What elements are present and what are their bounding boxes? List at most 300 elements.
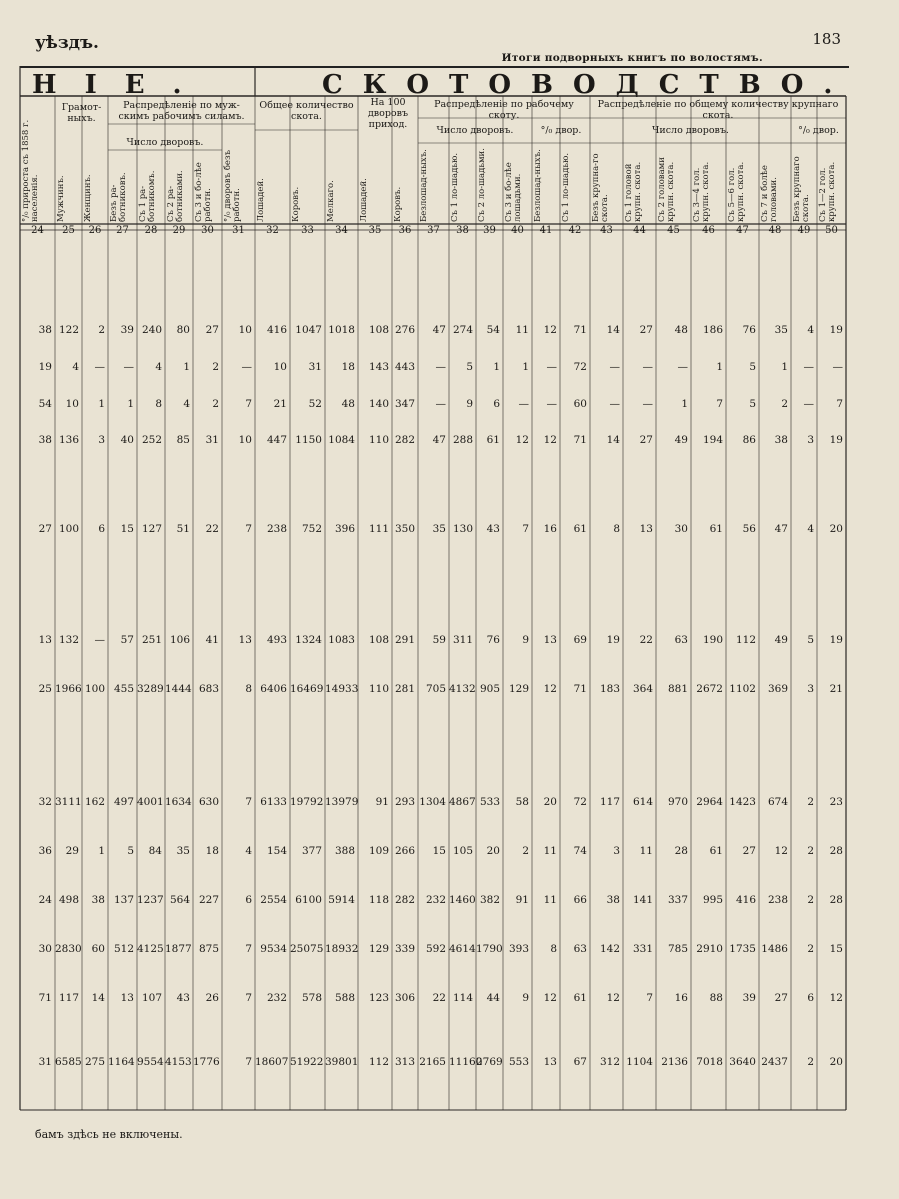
- table-cell: 1460: [449, 894, 476, 906]
- table-cell: 312: [599, 1056, 620, 1068]
- table-cell: 27: [205, 324, 219, 336]
- table-cell: 7: [245, 796, 252, 808]
- table-cell: 30: [38, 943, 52, 955]
- table-cell: 107: [141, 992, 162, 1004]
- column-number-42: 42: [568, 225, 582, 236]
- table-cell: 8: [155, 398, 162, 410]
- table-cell: 1018: [328, 324, 355, 336]
- table-cell: 282: [394, 894, 415, 906]
- table-cell: 1102: [729, 683, 756, 695]
- table-cell: 1: [522, 361, 529, 373]
- table-cell: 369: [767, 683, 788, 695]
- table-cell: 39801: [325, 1056, 359, 1068]
- column-header-37: Безлошад-ныхъ.: [419, 149, 429, 222]
- table-cell: 512: [113, 943, 134, 955]
- table-cell: 142: [599, 943, 620, 955]
- table-cell: 683: [198, 683, 219, 695]
- table-cell: 2964: [696, 796, 723, 808]
- table-cell: 9534: [260, 943, 287, 955]
- table-cell: 35: [774, 324, 788, 336]
- table-cell: 51922: [290, 1056, 324, 1068]
- table-cell: 564: [169, 894, 190, 906]
- banner-right: СКОТОВОДСТВО.: [322, 70, 853, 100]
- table-cell: 377: [301, 845, 322, 857]
- table-cell: 5: [749, 361, 756, 373]
- table-cell: 1444: [165, 683, 192, 695]
- table-cell: 1: [183, 361, 190, 373]
- column-number-33: 33: [301, 225, 314, 236]
- table-cell: —: [546, 361, 557, 373]
- table-cell: 12: [606, 992, 620, 1004]
- table-cell: 1: [98, 398, 105, 410]
- table-cell: 443: [394, 361, 415, 373]
- table-cell: 35: [432, 523, 446, 535]
- table-cell: 2554: [260, 894, 287, 906]
- table-cell: 533: [479, 796, 500, 808]
- table-cell: 498: [58, 894, 79, 906]
- table-cell: 108: [368, 324, 389, 336]
- table-cell: 110: [368, 434, 389, 446]
- column-number-24: 24: [31, 225, 44, 236]
- table-cell: 7: [646, 992, 653, 1004]
- table-cell: 16: [674, 992, 688, 1004]
- table-cell: 21: [273, 398, 287, 410]
- table-cell: 14: [91, 992, 105, 1004]
- table-cell: 7018: [696, 1056, 723, 1068]
- table-cell: 76: [742, 324, 756, 336]
- table-cell: 282: [394, 434, 415, 446]
- table-cell: 1047: [295, 324, 322, 336]
- table-cell: 455: [113, 683, 134, 695]
- table-cell: 84: [148, 845, 162, 857]
- table-cell: 14: [606, 324, 620, 336]
- footnote: бамъ здѣсь не включены.: [35, 1128, 183, 1141]
- district-label: уѣздъ.: [35, 33, 99, 53]
- table-cell: 19: [829, 324, 843, 336]
- table-cell: 1: [681, 398, 688, 410]
- table-cell: 25: [38, 683, 52, 695]
- column-header-33: Коровъ.: [291, 186, 301, 222]
- table-cell: 4132: [449, 683, 476, 695]
- table-cell: 6: [807, 992, 814, 1004]
- table-cell: 60: [91, 943, 105, 955]
- column-number-48: 48: [768, 225, 782, 236]
- table-cell: 339: [394, 943, 415, 955]
- group-header-households-b: Число дворовъ.: [436, 125, 514, 136]
- table-cell: 58: [515, 796, 529, 808]
- table-cell: 117: [58, 992, 79, 1004]
- table-cell: 1634: [165, 796, 192, 808]
- table-cell: 108: [368, 634, 389, 646]
- table-cell: 8: [613, 523, 620, 535]
- table-cell: 19: [829, 634, 843, 646]
- table-cell: 393: [508, 943, 529, 955]
- table-cell: 11: [515, 324, 529, 336]
- table-cell: 22: [639, 634, 653, 646]
- table-cell: 4: [807, 523, 814, 535]
- table-cell: 4: [807, 324, 814, 336]
- table-cell: 705: [425, 683, 446, 695]
- column-number-36: 36: [398, 225, 412, 236]
- table-cell: 7: [245, 398, 252, 410]
- table-cell: 7: [245, 992, 252, 1004]
- table-cell: 57: [120, 634, 134, 646]
- table-cell: 7: [716, 398, 723, 410]
- table-cell: 276: [394, 324, 415, 336]
- table-cell: 28: [829, 845, 843, 857]
- table-cell: 15: [120, 523, 134, 535]
- table-cell: 1150: [295, 434, 322, 446]
- table-cell: 91: [375, 796, 389, 808]
- table-cell: 118: [368, 894, 389, 906]
- group-header-large-livestock: Распредѣленіе по общему количеству крупнаго скота.: [597, 99, 839, 121]
- table-cell: 18932: [325, 943, 359, 955]
- table-cell: 19792: [290, 796, 324, 808]
- table-cell: 36: [38, 845, 52, 857]
- table-cell: 2: [781, 398, 788, 410]
- table-cell: 2437: [761, 1056, 788, 1068]
- table-cell: 497: [113, 796, 134, 808]
- table-cell: 238: [767, 894, 788, 906]
- table-cell: 38: [38, 324, 52, 336]
- table-cell: 74: [573, 845, 587, 857]
- table-cell: 48: [674, 324, 688, 336]
- table-cell: 85: [176, 434, 190, 446]
- table-cell: 71: [38, 992, 52, 1004]
- table-cell: 12: [515, 434, 529, 446]
- group-header-pct-b: °/₀ двор.: [540, 125, 582, 136]
- table-cell: 875: [198, 943, 219, 955]
- table-cell: 66: [573, 894, 587, 906]
- table-cell: 3: [613, 845, 620, 857]
- table-cell: 80: [176, 324, 190, 336]
- table-cell: 553: [508, 1056, 529, 1068]
- table-cell: —: [609, 398, 620, 410]
- table-cell: 61: [709, 845, 723, 857]
- table-cell: 122: [58, 324, 79, 336]
- table-cell: 16469: [290, 683, 324, 695]
- table-cell: 112: [368, 1056, 389, 1068]
- table-cell: 1790: [476, 943, 503, 955]
- table-cell: 25075: [290, 943, 324, 955]
- table-cell: 11160: [449, 1056, 483, 1068]
- column-header-40: Съ 3 и бо-лѣе лошадьми.: [504, 162, 523, 222]
- table-cell: 388: [334, 845, 355, 857]
- column-number-32: 32: [266, 225, 279, 236]
- column-number-28: 28: [144, 225, 158, 236]
- table-cell: 416: [735, 894, 756, 906]
- table-cell: 1: [781, 361, 788, 373]
- table-cell: 447: [266, 434, 287, 446]
- table-cell: 350: [394, 523, 415, 535]
- table-cell: 493: [266, 634, 287, 646]
- table-cell: 274: [452, 324, 473, 336]
- table-cell: 59: [432, 634, 446, 646]
- table-cell: 39: [742, 992, 756, 1004]
- table-cell: 60: [573, 398, 587, 410]
- table-cell: 10: [273, 361, 287, 373]
- table-cell: 137: [113, 894, 134, 906]
- table-cell: 8: [550, 943, 557, 955]
- column-number-40: 40: [511, 225, 524, 236]
- table-cell: 61: [573, 523, 587, 535]
- table-cell: 27: [639, 434, 653, 446]
- table-cell: 22: [432, 992, 446, 1004]
- table-cell: 140: [368, 398, 389, 410]
- table-cell: 12: [543, 434, 557, 446]
- table-cell: 416: [266, 324, 287, 336]
- table-cell: 7: [245, 523, 252, 535]
- table-cell: 15: [829, 943, 843, 955]
- table-cell: 293: [394, 796, 415, 808]
- table-cell: 1324: [295, 634, 322, 646]
- table-cell: 364: [632, 683, 653, 695]
- table-cell: 881: [667, 683, 688, 695]
- table-cell: 114: [452, 992, 473, 1004]
- table-cell: 109: [368, 845, 389, 857]
- table-cell: 4: [155, 361, 162, 373]
- table-cell: 588: [334, 992, 355, 1004]
- table-cell: —: [546, 398, 557, 410]
- table-cell: 51: [176, 523, 190, 535]
- table-cell: 970: [667, 796, 688, 808]
- table-cell: 3: [98, 434, 105, 446]
- table-cell: 72: [573, 361, 587, 373]
- table-cell: 112: [735, 634, 756, 646]
- table-cell: 13: [120, 992, 134, 1004]
- column-header-49: Безъ крупнаго скота.: [792, 156, 811, 222]
- table-cell: 4153: [165, 1056, 192, 1068]
- table-cell: 2830: [55, 943, 82, 955]
- table-cell: 306: [394, 992, 415, 1004]
- group-header-pct-c: °/₀ двор.: [798, 125, 839, 136]
- table-cell: 6585: [55, 1056, 82, 1068]
- table-cell: 9: [466, 398, 473, 410]
- table-cell: 129: [508, 683, 529, 695]
- table-cell: —: [803, 398, 814, 410]
- column-header-46: Съ 3—4 гол. крупн. скота.: [692, 161, 711, 222]
- table-cell: 63: [573, 943, 587, 955]
- column-number-35: 35: [368, 225, 382, 236]
- table-cell: 2: [807, 796, 814, 808]
- table-cell: 18: [341, 361, 355, 373]
- table-cell: 24: [38, 894, 52, 906]
- table-cell: 3289: [137, 683, 164, 695]
- table-cell: 6: [245, 894, 252, 906]
- column-header-25: Мужчинъ.: [56, 175, 66, 222]
- table-cell: 31: [38, 1056, 52, 1068]
- table-cell: 12: [774, 845, 788, 857]
- table-cell: 47: [432, 324, 446, 336]
- column-header-39: Съ 2 ло-шадьми.: [477, 148, 487, 222]
- table-cell: 43: [176, 992, 190, 1004]
- table-cell: 1776: [193, 1056, 220, 1068]
- table-cell: 136: [58, 434, 79, 446]
- table-cell: 11: [639, 845, 653, 857]
- table-cell: 76: [486, 634, 500, 646]
- table-cell: 4001: [137, 796, 164, 808]
- table-cell: 43: [486, 523, 500, 535]
- table-cell: 100: [84, 683, 105, 695]
- group-header-households-c: Число дворовъ.: [652, 125, 729, 136]
- table-cell: 38: [38, 434, 52, 446]
- table-cell: 6: [493, 398, 500, 410]
- table-cell: 288: [452, 434, 473, 446]
- table-cell: 1486: [761, 943, 788, 955]
- column-number-29: 29: [172, 225, 186, 236]
- group-header-households-a: Число дворовъ.: [126, 137, 204, 148]
- table-cell: 19: [38, 361, 52, 373]
- table-cell: 61: [573, 992, 587, 1004]
- table-cell: 13: [543, 1056, 557, 1068]
- table-cell: 1237: [137, 894, 164, 906]
- table-cell: —: [123, 361, 134, 373]
- table-cell: 41: [205, 634, 219, 646]
- table-cell: 27: [742, 845, 756, 857]
- table-cell: 154: [266, 845, 287, 857]
- table-cell: 1: [127, 398, 134, 410]
- column-number-43: 43: [600, 225, 613, 236]
- table-cell: 20: [829, 523, 843, 535]
- table-cell: 86: [742, 434, 756, 446]
- table-cell: 1: [98, 845, 105, 857]
- table-cell: 7: [245, 1056, 252, 1068]
- table-cell: 1: [716, 361, 723, 373]
- table-cell: 91: [515, 894, 529, 906]
- table-cell: 6: [98, 523, 105, 535]
- table-cell: 630: [198, 796, 219, 808]
- table-cell: 2672: [696, 683, 723, 695]
- table-cell: 396: [334, 523, 355, 535]
- table-cell: 5: [749, 398, 756, 410]
- table-cell: 2: [98, 324, 105, 336]
- table-cell: 2: [807, 1056, 814, 1068]
- table-cell: 27: [639, 324, 653, 336]
- column-header-48: Съ 7 и болѣе головами.: [760, 165, 779, 222]
- table-cell: 13979: [325, 796, 359, 808]
- table-cell: 19: [829, 434, 843, 446]
- page-number: 183: [812, 30, 841, 48]
- table-cell: 130: [452, 523, 473, 535]
- table-cell: 10: [65, 398, 79, 410]
- table-cell: 12: [543, 683, 557, 695]
- table-cell: 48: [341, 398, 355, 410]
- table-cell: —: [832, 361, 843, 373]
- table-cell: 13: [639, 523, 653, 535]
- column-header-36: Коровъ.: [393, 186, 403, 222]
- column-number-25: 25: [62, 225, 75, 236]
- table-cell: 4: [183, 398, 190, 410]
- table-cell: 18607: [255, 1056, 289, 1068]
- column-number-50: 50: [825, 225, 838, 236]
- table-cell: 7: [836, 398, 843, 410]
- column-header-42: Съ 1 ло-шадью.: [561, 152, 571, 222]
- table-cell: 11: [543, 845, 557, 857]
- table-cell: 291: [394, 634, 415, 646]
- table-cell: 20: [486, 845, 500, 857]
- column-header-44: Съ 1 головой крупн. скота.: [624, 161, 643, 222]
- column-header-28: Съ 1 ра-ботникомъ.: [138, 170, 157, 222]
- table-cell: 5: [807, 634, 814, 646]
- table-cell: 35: [176, 845, 190, 857]
- table-cell: 227: [198, 894, 219, 906]
- table-cell: 111: [368, 523, 389, 535]
- table-cell: 30: [674, 523, 688, 535]
- column-number-27: 27: [116, 225, 129, 236]
- table-cell: 905: [479, 683, 500, 695]
- banner-left: НІЕ.: [32, 70, 210, 100]
- table-cell: —: [803, 361, 814, 373]
- table-cell: —: [435, 398, 446, 410]
- table-cell: 49: [674, 434, 688, 446]
- table-cell: —: [241, 361, 252, 373]
- column-header-26: Женщинъ.: [83, 174, 93, 222]
- table-cell: 3: [807, 434, 814, 446]
- column-header-31: °/₀ дворовъ безъ работн.: [223, 149, 242, 222]
- table-cell: 2910: [696, 943, 723, 955]
- table-cell: 31: [205, 434, 219, 446]
- group-header-literate: Грамот-ныхъ.: [61, 102, 102, 124]
- table-cell: 194: [702, 434, 723, 446]
- column-header-38: Съ 1 ло-шадью.: [450, 152, 460, 222]
- table-cell: 47: [432, 434, 446, 446]
- column-number-39: 39: [483, 225, 496, 236]
- table-cell: 347: [394, 398, 415, 410]
- table-cell: —: [94, 361, 105, 373]
- table-cell: 4867: [449, 796, 476, 808]
- table-cell: 3640: [729, 1056, 756, 1068]
- table-cell: 592: [425, 943, 446, 955]
- table-cell: 54: [38, 398, 52, 410]
- table-cell: 1083: [328, 634, 355, 646]
- table-cell: 100: [58, 523, 79, 535]
- table-cell: 4: [245, 845, 252, 857]
- table-cell: 38: [774, 434, 788, 446]
- table-cell: —: [609, 361, 620, 373]
- table-cell: 2: [807, 943, 814, 955]
- table-cell: 31: [308, 361, 322, 373]
- table-cell: 15: [432, 845, 446, 857]
- table-cell: 12: [829, 992, 843, 1004]
- table-cell: 27: [38, 523, 52, 535]
- column-header-45: Съ 2 головами крупн. скота.: [657, 157, 676, 222]
- column-number-49: 49: [797, 225, 811, 236]
- table-cell: 26: [205, 992, 219, 1004]
- table-cell: 2: [212, 361, 219, 373]
- table-cell: 313: [394, 1056, 415, 1068]
- table-cell: 1735: [729, 943, 756, 955]
- column-header-29: Съ 2 ра-ботниками.: [166, 170, 185, 222]
- table-cell: 6100: [295, 894, 322, 906]
- table-cell: 71: [573, 434, 587, 446]
- group-header-livestock-total: Общее количество скота.: [259, 100, 354, 122]
- table-cell: 8: [245, 683, 252, 695]
- table-cell: 63: [674, 634, 688, 646]
- table-cell: 7: [522, 523, 529, 535]
- table-cell: 14933: [325, 683, 359, 695]
- table-cell: 38: [606, 894, 620, 906]
- table-cell: 331: [632, 943, 653, 955]
- table-cell: 186: [702, 324, 723, 336]
- column-header-41: Безлошад-ныхъ.: [533, 149, 543, 222]
- table-cell: 232: [266, 992, 287, 1004]
- column-number-45: 45: [667, 225, 680, 236]
- column-number-38: 38: [456, 225, 469, 236]
- table-cell: 129: [368, 943, 389, 955]
- table-cell: 9554: [137, 1056, 164, 1068]
- table-cell: 40: [120, 434, 134, 446]
- table-cell: 39: [120, 324, 134, 336]
